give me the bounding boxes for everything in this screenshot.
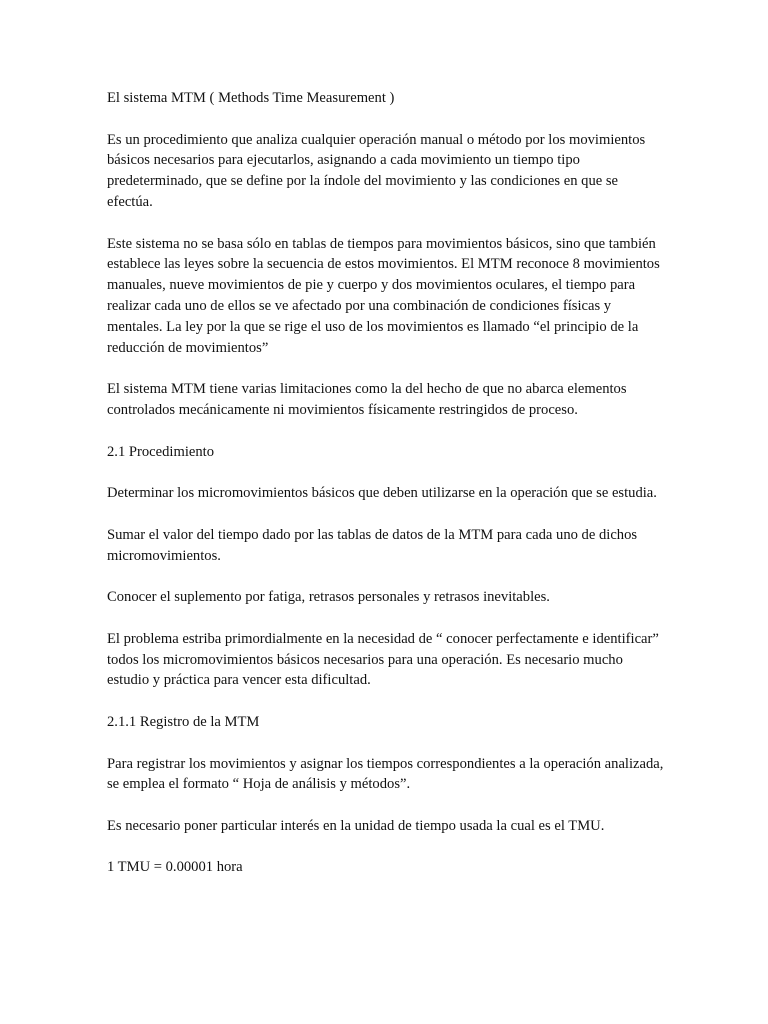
- paragraph-registro: Para registrar los movimientos y asignar los tiempos correspondientes a la operación analizada, se emplea el formato “ Hoja de análisis y métodos”.: [107, 755, 664, 793]
- paragraph-system: Este sistema no se basa sólo en tablas de tiempos para movimientos básicos, sino que también establece las leyes sobre la secuencia de estos movimientos. El MTM reconoce 8 movimientos manuales, nueve movimientos de pie y cuerpo y dos movimientos oculares, el tiempo para realizar cada uno de ellos se ve afectado por una combinación de condiciones físicas y mentales. La ley por la que se rige el uso de los movimientos es llamado “el principio de la reducción de movimientos”: [107, 235, 660, 356]
- paragraph-step-conocer: Conocer el suplemento por fatiga, retrasos personales y retrasos inevitables.: [107, 589, 550, 606]
- paragraph-problema: El problema estriba primordialmente en la necesidad de “ conocer perfectamente e identificar” todos los micromovimientos básicos necesarios para una operación. Es necesario mucho estudio y práctica para vencer esta dificultad.: [107, 630, 659, 689]
- paragraph-intro: Es un procedimiento que analiza cualquier operación manual o método por los movimientos básicos necesarios para ejecutarlos, asignando a cada movimiento un tiempo tipo predeterminado, que se define por la índole del movimiento y las condiciones en que se efectúa.: [107, 131, 646, 210]
- section-heading-registro: 2.1.1 Registro de la MTM: [107, 713, 260, 730]
- section-heading-procedimiento: 2.1 Procedimiento: [107, 443, 215, 460]
- tmu-equation: 1 TMU = 0.00001 hora: [107, 859, 243, 876]
- paragraph-step-determinar: Determinar los micromovimientos básicos que deben utilizarse en la operación que se estudia.: [107, 485, 657, 502]
- paragraph-tmu: Es necesario poner particular interés en la unidad de tiempo usada la cual es el TMU.: [107, 817, 605, 834]
- paragraph-limitations: El sistema MTM tiene varias limitaciones como la del hecho de que no abarca elementos controlados mecánicamente ni movimientos físicamente restringidos de proceso.: [107, 381, 627, 418]
- document-page: [107, 88, 667, 899]
- document-title: El sistema MTM ( Methods Time Measurement ): [107, 90, 395, 106]
- paragraph-step-sumar: Sumar el valor del tiempo dado por las tablas de datos de la MTM para cada uno de dichos micromovimientos.: [107, 526, 638, 564]
